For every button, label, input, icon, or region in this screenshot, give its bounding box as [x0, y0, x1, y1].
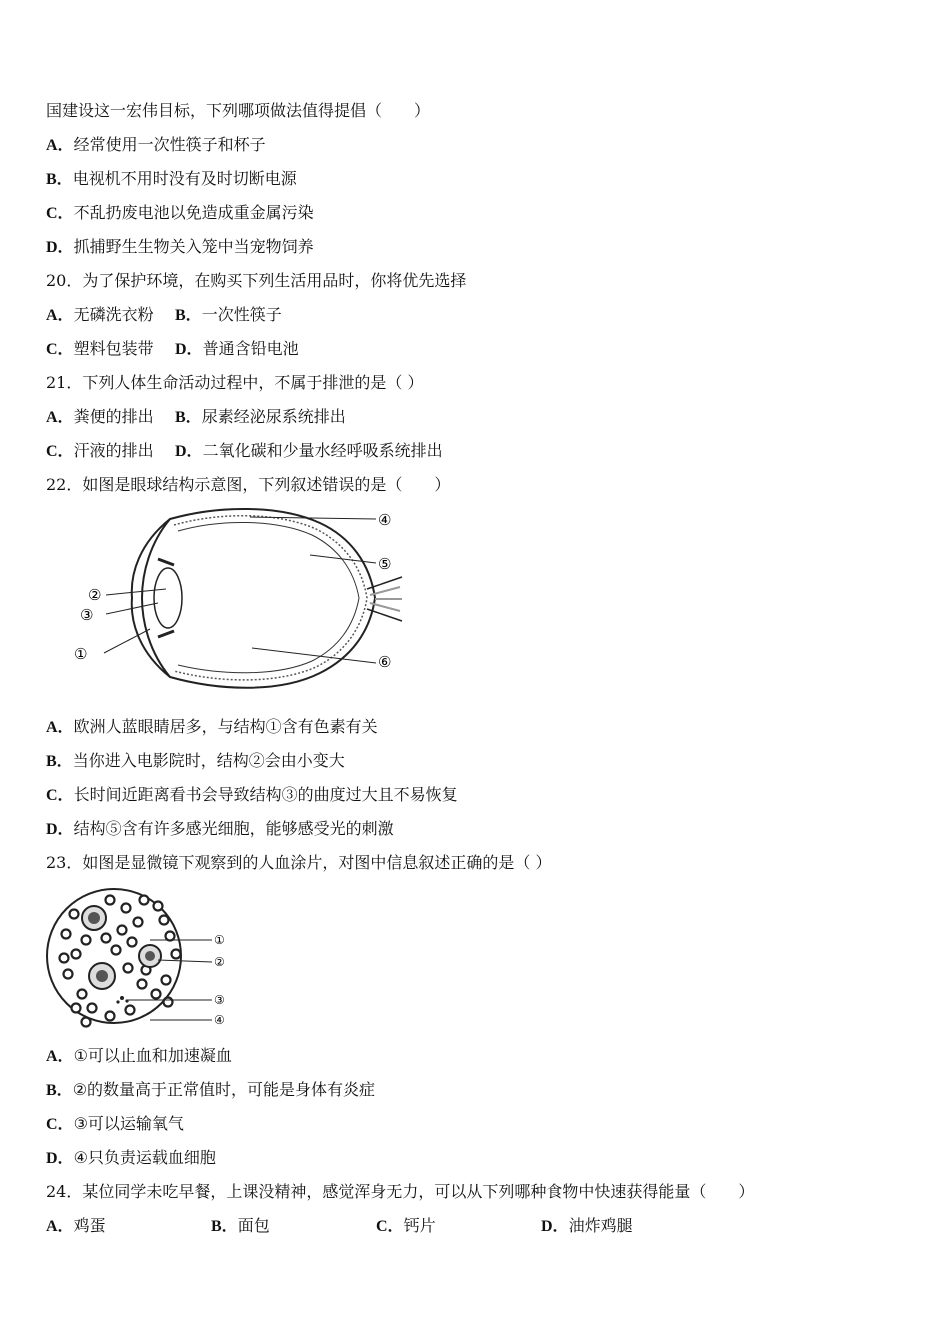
lens-shape: [154, 568, 182, 628]
q24-option-d: [541, 1216, 633, 1237]
blood-smear-diagram: [46, 884, 236, 1030]
option-label: D．: [46, 821, 74, 838]
red-blood-cell: [60, 954, 69, 963]
q22-option-d: [46, 819, 394, 840]
red-blood-cell: [112, 946, 121, 955]
red-blood-cell: [172, 950, 181, 959]
wbc-nucleus: [88, 912, 100, 924]
option-text: 结构⑤含有许多感光细胞，能够感受光的刺激: [73, 819, 394, 838]
eye-label-5: ⑤: [378, 555, 392, 573]
option-text: 汗液的排出: [73, 441, 154, 460]
red-blood-cell: [102, 934, 111, 943]
red-blood-cell: [106, 896, 115, 905]
choroid-layer: [174, 516, 367, 680]
q22-option-c: [46, 785, 458, 806]
eye-label-6: ⑥: [378, 653, 392, 671]
option-label: D．: [541, 1218, 569, 1235]
red-blood-cell: [82, 936, 91, 945]
question-23-stem: 23．如图是显微镜下观察到的人血涂片，对图中信息叙述正确的是（ ）: [46, 853, 552, 872]
option-label: D．: [175, 341, 203, 358]
red-blood-cell: [82, 1018, 91, 1027]
red-blood-cell: [160, 916, 169, 925]
option-text: 长时间近距离看书会导致结构③的曲度过大且不易恢复: [73, 785, 458, 804]
q24-option-b: [211, 1216, 270, 1237]
option-text: 普通含铅电池: [202, 339, 299, 358]
question-20-stem: 20．为了保护环境，在购买下列生活用品时，你将优先选择: [46, 271, 467, 290]
q21-option-c: [46, 441, 154, 462]
cornea-outline: [132, 519, 170, 677]
red-blood-cell: [62, 930, 71, 939]
red-blood-cell: [126, 1006, 135, 1015]
red-blood-cell: [72, 1004, 81, 1013]
eye-label-3: ③: [80, 606, 94, 624]
option-label: D．: [46, 239, 74, 256]
red-blood-cell: [128, 938, 137, 947]
option-label: C．: [46, 443, 74, 460]
q19-option-d: [46, 237, 314, 258]
option-text: ④只负责运载血细胞: [73, 1148, 216, 1167]
red-blood-cell: [70, 910, 79, 919]
option-label: A．: [46, 409, 74, 426]
iris-shape: [158, 559, 174, 637]
q20-option-b: [175, 305, 282, 326]
option-text: ③可以运输氧气: [73, 1114, 184, 1133]
blood-label-1: ①: [214, 933, 225, 947]
option-text: 电视机不用时没有及时切断电源: [72, 169, 297, 188]
red-blood-cell: [162, 976, 171, 985]
option-label: B．: [175, 409, 202, 426]
option-text: 当你进入电影院时，结构②会由小变大: [72, 751, 345, 770]
red-blood-cell: [106, 1012, 115, 1021]
option-label: C．: [46, 341, 74, 358]
option-label: A．: [46, 1048, 74, 1065]
q22-option-a: [46, 717, 378, 738]
question-22-stem: 22．如图是眼球结构示意图，下列叙述错误的是（ ）: [46, 475, 451, 494]
leader-line-5: [310, 555, 376, 563]
q19-option-b: [46, 169, 297, 190]
q24-option-a: [46, 1216, 106, 1237]
option-label: B．: [46, 171, 73, 188]
red-blood-cell: [134, 918, 143, 927]
option-label: A．: [46, 307, 74, 324]
option-label: D．: [175, 443, 203, 460]
q23-option-d: [46, 1148, 216, 1169]
wbc-nucleus: [145, 951, 155, 961]
q20-option-d: [175, 339, 299, 360]
option-text: 欧洲人蓝眼睛居多，与结构①含有色素有关: [73, 717, 378, 736]
red-blood-cell: [72, 950, 81, 959]
sclera-outline: [142, 509, 375, 688]
q22-option-b: [46, 751, 345, 772]
option-label: A．: [46, 719, 74, 736]
red-blood-cell: [122, 904, 131, 913]
platelet: [120, 996, 124, 1000]
leader-line-6: [252, 648, 376, 663]
red-blood-cell: [118, 926, 127, 935]
question-21-stem: 21．下列人体生命活动过程中，不属于排泄的是（ ）: [46, 373, 424, 392]
option-text: 塑料包装带: [73, 339, 154, 358]
option-text: 油炸鸡腿: [568, 1216, 633, 1235]
leader-line-2: [106, 589, 166, 595]
q21-option-a: [46, 407, 154, 428]
option-text: ②的数量高于正常值时，可能是身体有炎症: [72, 1080, 376, 1099]
option-text: 二氧化碳和少量水经呼吸系统排出: [202, 441, 443, 460]
option-label: A．: [46, 1218, 74, 1235]
q23-option-c: [46, 1114, 184, 1135]
red-blood-cell: [88, 1004, 97, 1013]
eye-label-2: ②: [88, 586, 102, 604]
question-24-stem: 24．某位同学未吃早餐，上课没精神，感觉浑身无力，可以从下列哪种食物中快速获得能量（ ）: [46, 1182, 755, 1201]
leader-line-1: [104, 629, 150, 653]
option-label: B．: [175, 307, 202, 324]
option-text: 面包: [237, 1216, 270, 1235]
red-blood-cell: [166, 932, 175, 941]
q20-option-c: [46, 339, 154, 360]
option-text: 不乱扔废电池以免造成重金属污染: [73, 203, 314, 222]
red-blood-cell: [78, 990, 87, 999]
option-label: C．: [46, 787, 74, 804]
red-blood-cell: [152, 990, 161, 999]
option-text: 尿素经泌尿系统排出: [201, 407, 346, 426]
option-label: C．: [376, 1218, 404, 1235]
option-label: B．: [46, 1082, 73, 1099]
q24-options-row: [46, 1216, 633, 1316]
red-blood-cell: [138, 980, 147, 989]
q23-option-b: [46, 1080, 375, 1101]
q21-option-d: [175, 441, 443, 462]
blood-label-4: ④: [214, 1013, 225, 1027]
q19-option-a: [46, 135, 266, 156]
option-label: B．: [46, 753, 73, 770]
red-blood-cell: [164, 998, 173, 1007]
option-text: 钙片: [403, 1216, 436, 1235]
option-text: 经常使用一次性筷子和杯子: [73, 135, 266, 154]
wbc-nucleus: [96, 970, 108, 982]
red-blood-cell: [64, 970, 73, 979]
question-19-stem-tail: 国建设这一宏伟目标，下列哪项做法值得提倡（ ）: [46, 101, 431, 120]
q19-option-c: [46, 203, 314, 224]
option-text: 鸡蛋: [73, 1216, 106, 1235]
option-label: D．: [46, 1150, 74, 1167]
eyeball-diagram: [70, 503, 410, 693]
option-label: C．: [46, 205, 74, 222]
q24-option-c: [376, 1216, 436, 1237]
blood-label-3: ③: [214, 993, 225, 1007]
platelet: [116, 1000, 119, 1003]
blood-label-2: ②: [214, 955, 225, 969]
leader-line-4: [250, 517, 376, 519]
option-label: A．: [46, 137, 74, 154]
eye-label-1: ①: [74, 645, 88, 663]
q20-option-a: [46, 305, 154, 326]
red-blood-cell: [124, 964, 133, 973]
option-label: C．: [46, 1116, 74, 1133]
eye-label-4: ④: [378, 511, 392, 529]
q23-option-a: [46, 1046, 232, 1067]
option-label: B．: [211, 1218, 238, 1235]
option-text: 一次性筷子: [201, 305, 282, 324]
option-text: 抓捕野生生物关入笼中当宠物饲养: [73, 237, 314, 256]
red-blood-cell: [154, 902, 163, 911]
red-blood-cell: [140, 896, 149, 905]
option-text: 无磷洗衣粉: [73, 305, 154, 324]
q21-option-b: [175, 407, 346, 428]
option-text: ①可以止血和加速凝血: [73, 1046, 232, 1065]
option-text: 粪便的排出: [73, 407, 154, 426]
